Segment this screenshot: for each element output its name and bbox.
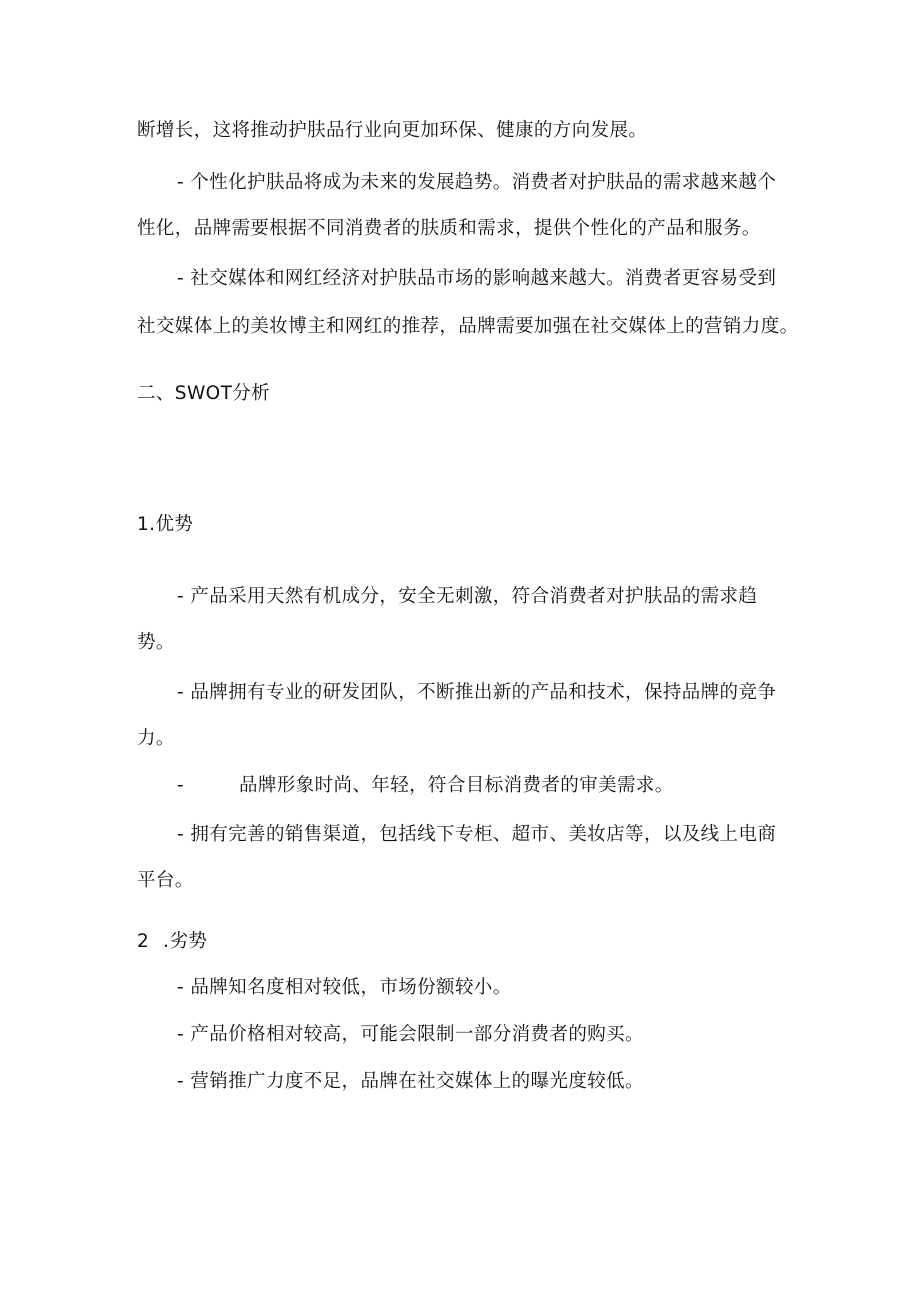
- strength-item-1-line-1: - 产品采用天然有机成分，安全无刺激，符合消费者对护肤品的需求趋: [177, 586, 758, 607]
- weakness-item-3: - 营销推广力度不足，品牌在社交媒体上的曝光度较低。: [177, 1071, 644, 1092]
- strength-item-3: [177, 773, 737, 799]
- weakness-item-1: - 品牌知名度相对较低，市场份额较小。: [177, 977, 512, 998]
- strength-item-2-line-2: 力。: [137, 728, 175, 749]
- strength-item-3-dash: -: [177, 775, 185, 796]
- weaknesses-heading: [137, 929, 207, 955]
- strength-item-2-line-1: - 品牌拥有专业的研发团队，不断推出新的产品和技术，保持品牌的竞争: [177, 682, 777, 703]
- weakness-item-2: - 产品价格相对较高，可能会限制一部分消费者的购买。: [177, 1024, 644, 1045]
- section-heading-swot: 二、SWOT分析: [137, 383, 271, 404]
- weaknesses-heading-text: .劣势: [163, 931, 208, 952]
- trend-social-line-2: 社交媒体上的美妆博主和网红的推荐，品牌需要加强在社交媒体上的营销力度。: [137, 316, 799, 337]
- strength-item-4-line-1: - 拥有完善的销售渠道，包括线下专柜、超市、美妆店等，以及线上电商: [177, 824, 777, 845]
- weaknesses-heading-number: 2: [137, 931, 150, 952]
- intro-paragraph-line: 断增长，这将推动护肤品行业向更加环保、健康的方向发展。: [137, 120, 648, 141]
- strength-item-4-line-2: 平台。: [137, 870, 194, 891]
- strength-item-3-text: 品牌形象时尚、年轻，符合目标消费者的审美需求。: [239, 775, 674, 796]
- strengths-heading: 1.优势: [137, 514, 194, 535]
- trend-personalized-line-1: - 个性化护肤品将成为未来的发展趋势。消费者对护肤品的需求越来越个: [177, 172, 777, 193]
- trend-social-line-1: - 社交媒体和网红经济对护肤品市场的影响越来越大。消费者更容易受到: [177, 268, 777, 289]
- strength-item-1-line-2: 势。: [137, 632, 175, 653]
- trend-personalized-line-2: 性化，品牌需要根据不同消费者的肤质和需求，提供个性化的产品和服务。: [137, 218, 761, 239]
